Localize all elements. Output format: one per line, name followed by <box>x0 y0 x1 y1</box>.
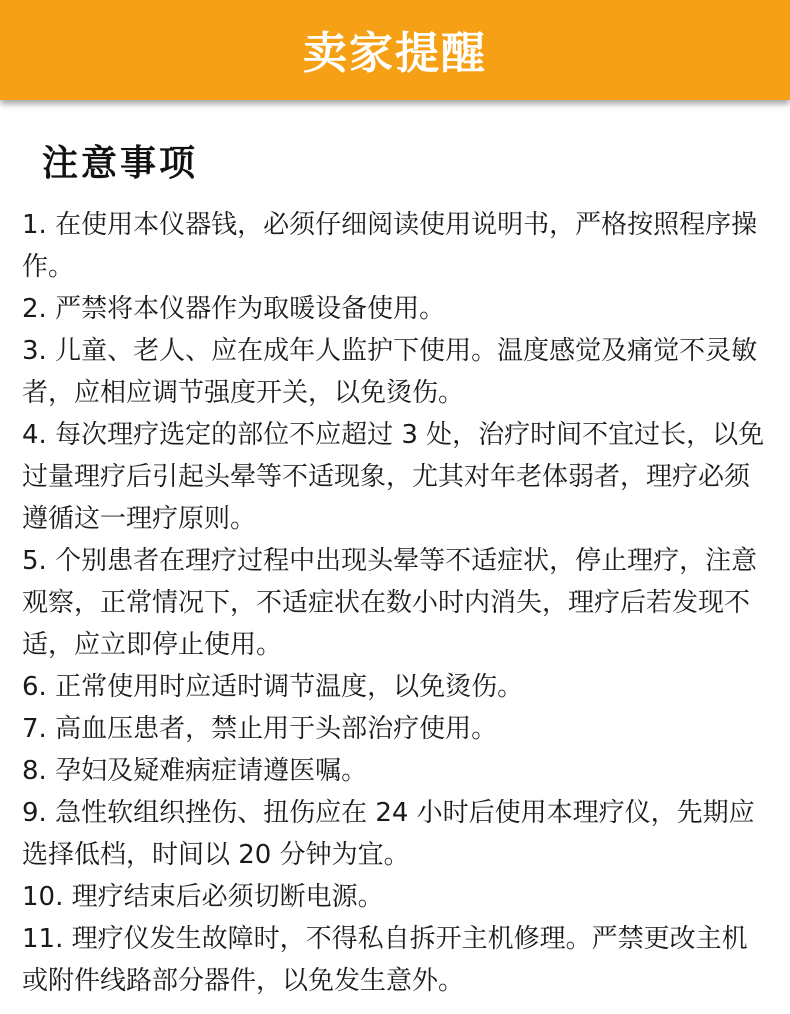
precaution-item-10: 10. 理疗结束后必须切断电源。 <box>22 882 384 912</box>
precaution-item-3: 3. 儿童、老人、应在成年人监护下使用。温度感觉及痛觉不灵敏者，应相应调节强度开关，以免烫伤。 <box>22 336 758 408</box>
precaution-item-5: 5. 个别患者在理疗过程中出现头晕等不适症状，停止理疗，注意观察，正常情况下，不适症状在数小时内消失，理疗后若发现不适，应立即停止使用。 <box>22 546 758 660</box>
precautions-list <box>22 204 772 1002</box>
precaution-item-8: 8. 孕妇及疑难病症请遵医嘱。 <box>22 756 368 786</box>
precaution-item-2: 2. 严禁将本仪器作为取暖设备使用。 <box>22 294 446 324</box>
precaution-item-9: 9. 急性软组织挫伤、扭伤应在 24 小时后使用本理疗仪，先期应选择低档，时间以 20 分钟为宜。 <box>22 798 755 870</box>
banner-title: 卖家提醒 <box>303 28 487 79</box>
precaution-item-7: 7. 高血压患者，禁止用于头部治疗使用。 <box>22 714 498 744</box>
precaution-item-11: 11. 理疗仪发生故障时，不得私自拆开主机修理。严禁更改主机或附件线路部分器件，以免发生意外。 <box>22 924 748 996</box>
section-title: 注意事项 <box>42 143 199 184</box>
precaution-item-4: 4. 每次理疗选定的部位不应超过 3 处，治疗时间不宜过长，以免过量理疗后引起头晕等不适现象，尤其对年老体弱者，理疗必须遵循这一理疗原则。 <box>22 420 765 534</box>
seller-notice-banner <box>0 0 790 100</box>
precaution-item-1: 1. 在使用本仪器钱，必须仔细阅读使用说明书，严格按照程序操作。 <box>22 210 758 282</box>
precaution-item-6: 6. 正常使用时应适时调节温度，以免烫伤。 <box>22 672 524 702</box>
